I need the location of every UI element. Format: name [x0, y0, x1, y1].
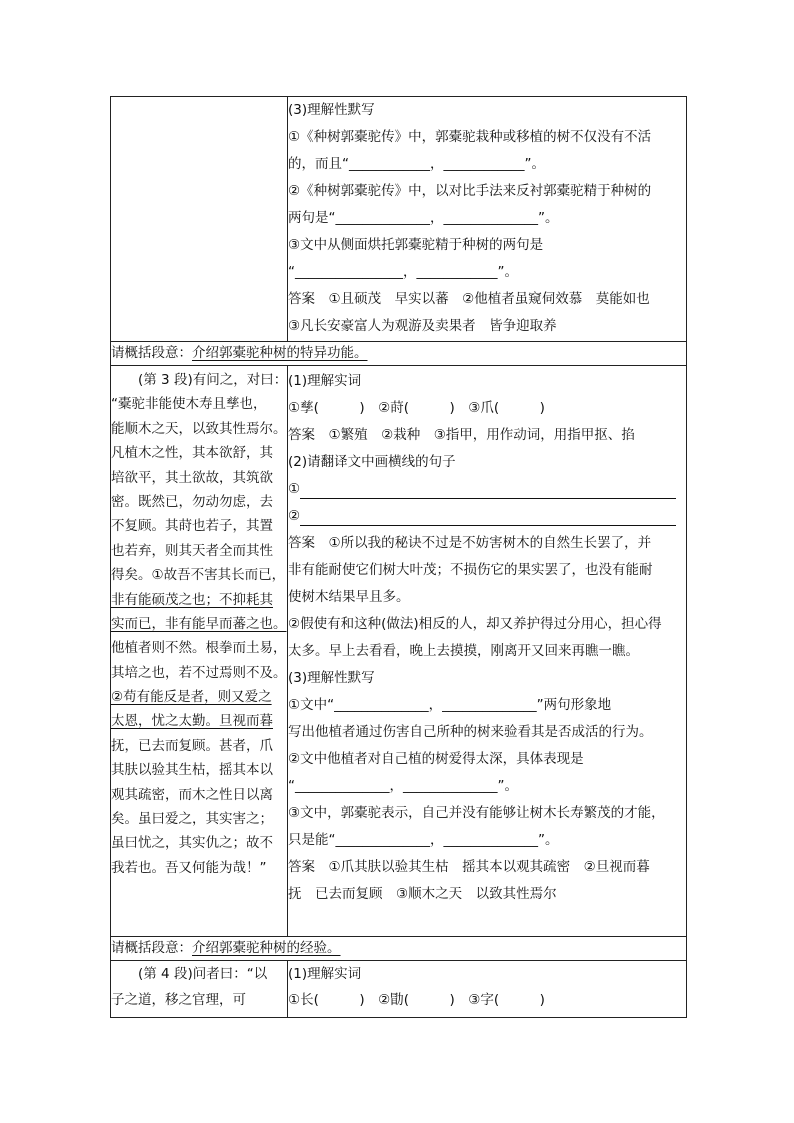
heading-recitation: (3)理解性默写 — [288, 102, 375, 118]
answer-line: 太多。早上去看看，晚上去摸摸，刚离开又回来再瞧一瞧。 — [288, 643, 639, 659]
section-2-right-cell — [288, 366, 687, 937]
question-line: ③文中，郭橐驼表示，自己并没有能够让树木长寿繁茂的才能， — [288, 805, 665, 821]
question-line: 的，而且“____________，____________”。 — [288, 156, 545, 172]
passage-line: 抚，已去而复顾。甚者，爪 — [111, 737, 273, 754]
answer-line: ③凡长安豪富人为观游及卖果者 皆争迎取养 — [288, 318, 557, 334]
section-1-right-cell — [288, 97, 687, 342]
passage-line: 能顺木之天，以致其性焉尔。 — [111, 420, 287, 437]
passage-line-underlined: ②苟有能反是者，则又爱之 — [111, 689, 272, 706]
passage-line: 不复顾。其莳也若子，其置 — [111, 518, 273, 535]
section-2-row — [111, 366, 687, 937]
question-line: “________________，____________”。 — [288, 264, 518, 280]
summary-2-cell — [111, 937, 687, 961]
passage-line: 得矣。①故吾不害其长而已， — [111, 567, 286, 584]
passage-line-underlined: 实而已，非有能早而蕃之也。 — [111, 615, 287, 632]
passage-line-underlined: 太恩，忧之太勤。旦视而暮 — [111, 713, 273, 730]
passage-line: 培欲平，其土欲故，其筑欲 — [111, 469, 273, 486]
passage-line: 子之道，移之官理，可 — [111, 992, 246, 1008]
question-line: 两句是“______________，______________”。 — [288, 210, 559, 226]
heading-vocabulary: (1)理解实词 — [288, 966, 362, 982]
passage-line: (第 4 段)问者曰：“以 — [111, 966, 268, 982]
passage-line-underlined: 非有能硕茂之也；不抑耗其 — [111, 591, 273, 608]
answer-line: 答案 ①且硕茂 早实以蕃 ②他植者虽窥伺效慕 莫能如也 — [288, 291, 650, 307]
summary-text: 介绍郭橐驼种树的经验。 — [192, 940, 341, 956]
passage-line: 虽曰忧之，其实仇之；故不 — [111, 835, 273, 852]
section-3-left-cell — [111, 961, 288, 1018]
passage-line: 观其疏密，而木之性日以离 — [111, 786, 273, 803]
passage-line: 密。既然已，勿动勿虑，去 — [111, 493, 273, 510]
blank-number: ① — [288, 481, 301, 497]
answer-line: 抚 已去而复顾 ③顺木之天 以致其性焉尔 — [288, 886, 557, 902]
passage-line: 其培之也，若不过焉则不及。 — [111, 664, 287, 681]
question-line: “______________，______________”。 — [288, 778, 518, 794]
answer-line: ②假使有和这种(做法)相反的人，却又养护得过分用心，担心得 — [288, 616, 662, 632]
answer-line: 非有能耐使它们树大叶茂；不损伤它的果实罢了，也没有能耐 — [288, 562, 653, 578]
summary-label: 请概括段意： — [111, 940, 192, 956]
answer-line: 使树木结果早且多。 — [288, 589, 410, 605]
section-2-left-cell — [111, 366, 288, 937]
blank-number: ② — [288, 508, 301, 524]
question-line: ①文中“______________，______________”两句形象地 — [288, 697, 612, 713]
answer-blank-line — [300, 508, 676, 526]
summary-2-row — [111, 937, 687, 961]
question-line: ②文中他植者对自己植的树爱得太深，具体表现是 — [288, 751, 584, 767]
answer-blank-line — [300, 481, 676, 499]
summary-text: 介绍郭橐驼种树的特异功能。 — [192, 345, 368, 361]
vocab-question: ①孳( ) ②莳( ) ③爪( ) — [288, 400, 545, 416]
section-1-row — [111, 97, 687, 342]
section-1-left-cell — [111, 97, 288, 342]
passage-line: 其肤以验其生枯，摇其本以 — [111, 762, 273, 779]
section-3-row — [111, 961, 687, 1018]
translation-blank-2 — [288, 503, 686, 530]
passage-line: 也若弃，则其天者全而其性 — [111, 542, 273, 559]
passage-line: 凡植木之性，其本欲舒，其 — [111, 445, 273, 462]
passage-line: (第 3 段)有问之，对曰： — [111, 372, 287, 388]
passage-line: 他植者则不然。根拳而土易， — [111, 640, 287, 657]
question-line: ①《种树郭橐驼传》中，郭橐驼栽种或移植的树不仅没有不活 — [288, 129, 652, 145]
question-line: ③文中从侧面烘托郭橐驼精于种树的两句是 — [288, 237, 544, 253]
question-line: 只是能“______________，______________”。 — [288, 832, 559, 848]
question-line: 写出他植者通过伤害自己所种的树来验看其是否成活的行为。 — [288, 724, 653, 740]
document-table — [110, 96, 687, 1018]
summary-label: 请概括段意： — [111, 345, 192, 361]
passage-line: “橐驼非能使木寿且孳也， — [111, 396, 267, 413]
question-line: ②《种树郭橐驼传》中，以对比手法来反衬郭橐驼精于种树的 — [288, 183, 652, 199]
heading-vocabulary: (1)理解实词 — [288, 373, 362, 389]
answer-line: 答案 ①繁殖 ②栽种 ③指甲，用作动词，用指甲抠、掐 — [288, 427, 635, 443]
summary-1-cell — [111, 342, 687, 366]
heading-recitation: (3)理解性默写 — [288, 670, 375, 686]
answer-line: 答案 ①所以我的秘诀不过是不妨害树木的自然生长罢了，并 — [288, 535, 652, 551]
answer-line: 答案 ①爪其肤以验其生枯 摇其本以观其疏密 ②旦视而暮 — [288, 859, 650, 875]
passage-line: 我若也。吾又何能为哉！” — [111, 859, 267, 876]
section-3-right-cell — [288, 961, 687, 1018]
summary-1-row — [111, 342, 687, 366]
passage-line: 矣。虽曰爱之，其实害之； — [111, 811, 273, 828]
heading-translation: (2)请翻译文中画横线的句子 — [288, 454, 456, 470]
vocab-question: ①长( ) ②勖( ) ③字( ) — [288, 992, 545, 1008]
translation-blank-1 — [288, 476, 686, 503]
